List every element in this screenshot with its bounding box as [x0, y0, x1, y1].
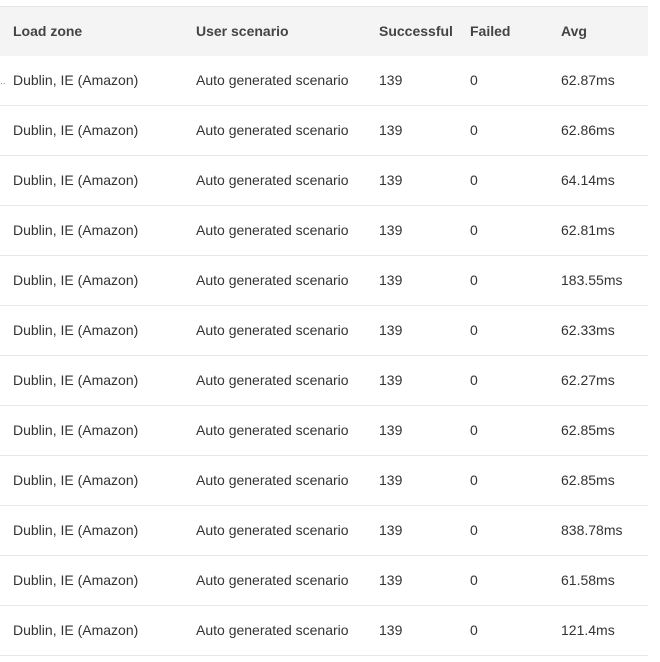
- cell-avg: 121.4ms: [561, 622, 615, 638]
- cell-avg: 183.55ms: [561, 272, 623, 288]
- table-row[interactable]: [0, 356, 648, 406]
- table-row[interactable]: [0, 556, 648, 606]
- table-row[interactable]: [0, 206, 648, 256]
- cell-user-scenario: Auto generated scenario: [196, 372, 349, 388]
- cell-failed: 0: [470, 222, 478, 238]
- cell-user-scenario: Auto generated scenario: [196, 422, 349, 438]
- cell-successful: 139: [379, 522, 403, 538]
- cell-successful: 139: [379, 222, 403, 238]
- column-header-user-scenario[interactable]: User scenario: [196, 23, 289, 39]
- cell-load-zone: Dublin, IE (Amazon): [13, 172, 139, 188]
- table-row[interactable]: [0, 156, 648, 206]
- cell-failed: 0: [470, 522, 478, 538]
- table-row[interactable]: [0, 506, 648, 556]
- cell-successful: 139: [379, 422, 403, 438]
- cell-load-zone: Dublin, IE (Amazon): [13, 572, 139, 588]
- cell-user-scenario: Auto generated scenario: [196, 572, 349, 588]
- cell-failed: 0: [470, 372, 478, 388]
- cell-failed: 0: [470, 272, 478, 288]
- cell-user-scenario: Auto generated scenario: [196, 72, 349, 88]
- cell-load-zone: Dublin, IE (Amazon): [13, 622, 139, 638]
- cell-avg: 62.85ms: [561, 472, 615, 488]
- cell-user-scenario: Auto generated scenario: [196, 122, 349, 138]
- column-header-successful[interactable]: Successful: [379, 23, 453, 39]
- cell-avg: 62.27ms: [561, 372, 615, 388]
- cell-successful: 139: [379, 272, 403, 288]
- cell-successful: 139: [379, 72, 403, 88]
- cell-successful: 139: [379, 622, 403, 638]
- cell-avg: 838.78ms: [561, 522, 623, 538]
- cell-avg: 61.58ms: [561, 572, 615, 588]
- cell-avg: 64.14ms: [561, 172, 615, 188]
- cell-load-zone: Dublin, IE (Amazon): [13, 72, 139, 88]
- cell-avg: 62.87ms: [561, 72, 615, 88]
- cell-failed: 0: [470, 122, 478, 138]
- cell-load-zone: Dublin, IE (Amazon): [13, 222, 139, 238]
- table-row[interactable]: [0, 56, 648, 106]
- column-header-avg[interactable]: Avg: [561, 23, 587, 39]
- cell-load-zone: Dublin, IE (Amazon): [13, 322, 139, 338]
- cell-user-scenario: Auto generated scenario: [196, 322, 349, 338]
- cell-avg: 62.33ms: [561, 322, 615, 338]
- cell-user-scenario: Auto generated scenario: [196, 472, 349, 488]
- cell-avg: 62.86ms: [561, 122, 615, 138]
- table-row[interactable]: [0, 106, 648, 156]
- cell-load-zone: Dublin, IE (Amazon): [13, 472, 139, 488]
- cell-successful: 139: [379, 572, 403, 588]
- cell-avg: 62.81ms: [561, 222, 615, 238]
- cell-user-scenario: Auto generated scenario: [196, 272, 349, 288]
- cell-successful: 139: [379, 372, 403, 388]
- cell-failed: 0: [470, 72, 478, 88]
- table-row[interactable]: [0, 406, 648, 456]
- cell-successful: 139: [379, 322, 403, 338]
- cell-load-zone: Dublin, IE (Amazon): [13, 272, 139, 288]
- cell-failed: 0: [470, 172, 478, 188]
- column-header-load-zone[interactable]: Load zone: [13, 23, 83, 39]
- table-row[interactable]: [0, 306, 648, 356]
- table-header: [0, 6, 648, 57]
- cell-user-scenario: Auto generated scenario: [196, 222, 349, 238]
- cell-user-scenario: Auto generated scenario: [196, 172, 349, 188]
- cell-failed: 0: [470, 322, 478, 338]
- cell-successful: 139: [379, 122, 403, 138]
- cell-user-scenario: Auto generated scenario: [196, 622, 349, 638]
- cell-load-zone: Dublin, IE (Amazon): [13, 122, 139, 138]
- table-row[interactable]: [0, 256, 648, 306]
- cell-failed: 0: [470, 622, 478, 638]
- cell-user-scenario: Auto generated scenario: [196, 522, 349, 538]
- cell-avg: 62.85ms: [561, 422, 615, 438]
- cell-load-zone: Dublin, IE (Amazon): [13, 522, 139, 538]
- table-row[interactable]: [0, 606, 648, 656]
- column-header-failed[interactable]: Failed: [470, 23, 511, 39]
- cell-load-zone: Dublin, IE (Amazon): [13, 422, 139, 438]
- cell-load-zone: Dublin, IE (Amazon): [13, 372, 139, 388]
- row-overflow-marker: ..: [0, 76, 6, 87]
- cell-failed: 0: [470, 472, 478, 488]
- cell-failed: 0: [470, 572, 478, 588]
- cell-successful: 139: [379, 472, 403, 488]
- cell-failed: 0: [470, 422, 478, 438]
- cell-successful: 139: [379, 172, 403, 188]
- table-row[interactable]: [0, 456, 648, 506]
